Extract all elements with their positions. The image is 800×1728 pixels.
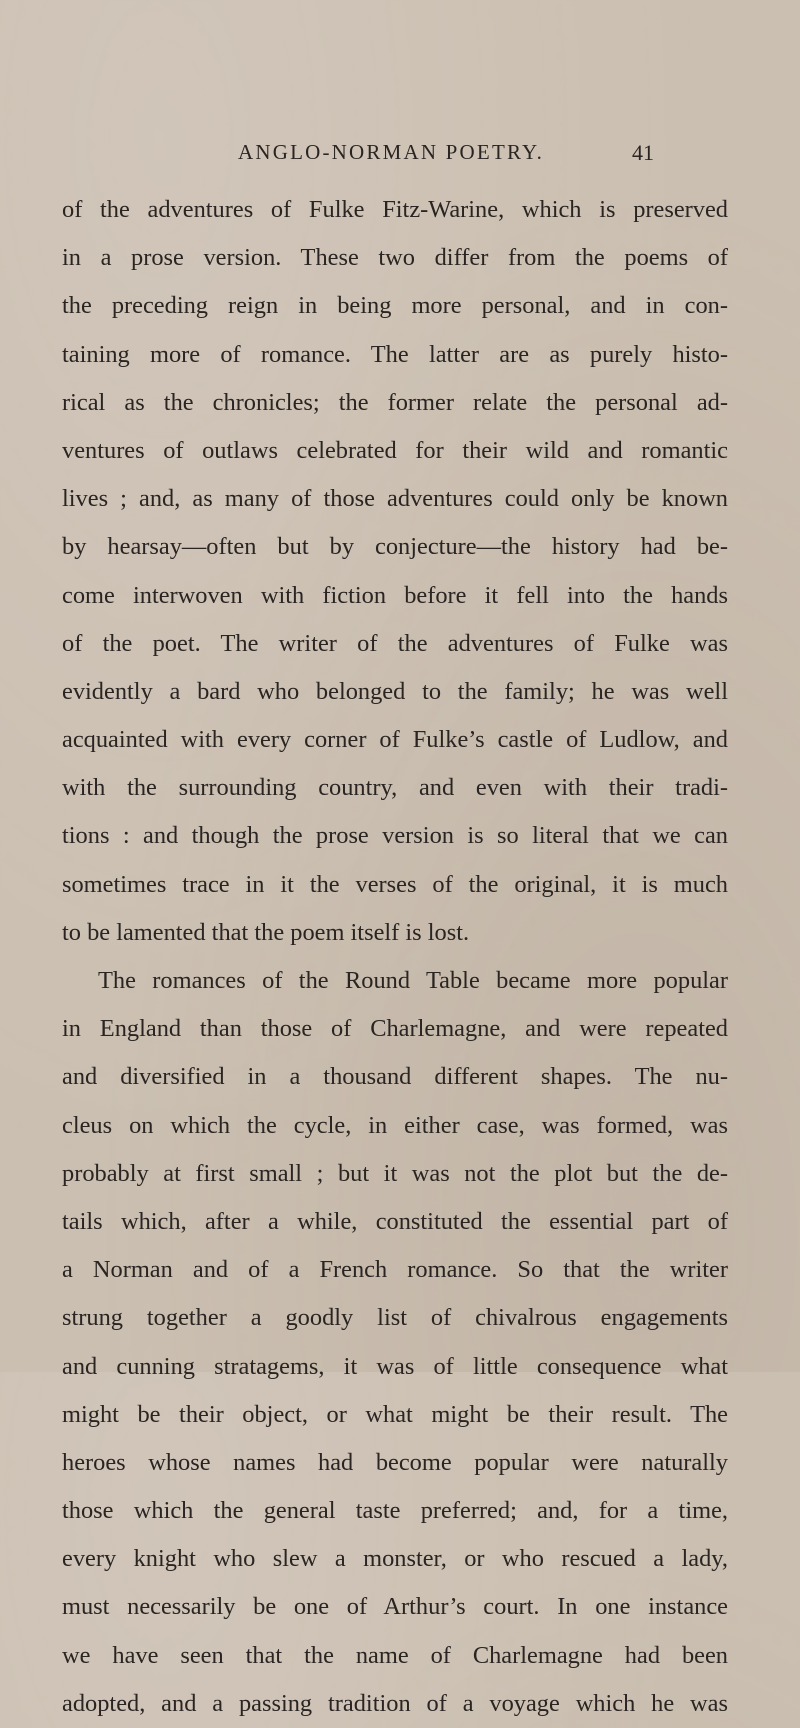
text-line: and diversified in a thousand different shapes. The nu-: [62, 1063, 728, 1091]
text-line: tions : and though the prose version is so literal that we can: [62, 822, 728, 850]
text-line: The romances of the Round Table became more popular: [98, 967, 728, 994]
text-line: we have seen that the name of Charlemagne had been: [62, 1641, 728, 1669]
text-line: every knight who slew a monster, or who rescued a lady,: [62, 1545, 728, 1573]
text-line: in England than those of Charlemagne, and were repeated: [62, 1015, 728, 1043]
text-line: to be lamented that the poem itself is lost.: [62, 918, 470, 946]
text-line: evidently a bard who belonged to the family; he was well: [62, 677, 728, 705]
text-line: tails which, after a while, constituted the essential part of: [62, 1207, 728, 1235]
text-line: come interwoven with fiction before it fell into the hands: [62, 581, 728, 609]
running-title: ANGLO-NORMAN POETRY.: [238, 140, 545, 164]
paragraph: [62, 186, 728, 957]
text-line: and cunning stratagems, it was of little consequence what: [62, 1352, 728, 1380]
page-number: 41: [632, 140, 654, 165]
text-line: of the adventures of Fulke Fitz-Warine, which is preserved: [62, 196, 728, 223]
text-line: of the poet. The writer of the adventures of Fulke was: [62, 629, 728, 657]
text-line: strung together a goodly list of chivalrous engagements: [62, 1304, 728, 1332]
text-line: taining more of romance. The latter are as purely histo-: [62, 340, 728, 368]
text-line: probably at first small ; but it was not the plot but the de-: [62, 1159, 728, 1187]
text-line: cleus on which the cycle, in either case, was formed, was: [62, 1111, 728, 1139]
text-line: the preceding reign in being more personal, and in con-: [62, 292, 728, 320]
paragraph: [62, 957, 728, 1728]
text-line: adopted, and a passing tradition of a voyage which he was: [62, 1689, 728, 1717]
text-line: with the surrounding country, and even with their tradi-: [62, 774, 728, 802]
text-line: must necessarily be one of Arthur’s court. In one instance: [62, 1593, 728, 1621]
text-line: acquainted with every corner of Fulke’s castle of Ludlow, and: [62, 726, 728, 754]
text-line: ventures of outlaws celebrated for their wild and romantic: [62, 436, 728, 464]
body-text: [62, 186, 728, 1728]
text-line: heroes whose names had become popular were naturally: [62, 1448, 728, 1476]
text-line: lives ; and, as many of those adventures could only be known: [62, 485, 728, 513]
text-line: sometimes trace in it the verses of the original, it is much: [62, 870, 728, 898]
text-line: might be their object, or what might be their result. The: [62, 1400, 728, 1428]
text-line: rical as the chronicles; the former relate the personal ad-: [62, 388, 728, 416]
running-head: [0, 140, 800, 170]
text-line: in a prose version. These two differ from the poems of: [62, 244, 728, 272]
text-line: a Norman and of a French romance. So that the writer: [62, 1256, 728, 1284]
text-line: by hearsay—often but by conjecture—the history had be-: [62, 533, 728, 561]
text-line: those which the general taste preferred; and, for a time,: [62, 1497, 728, 1525]
